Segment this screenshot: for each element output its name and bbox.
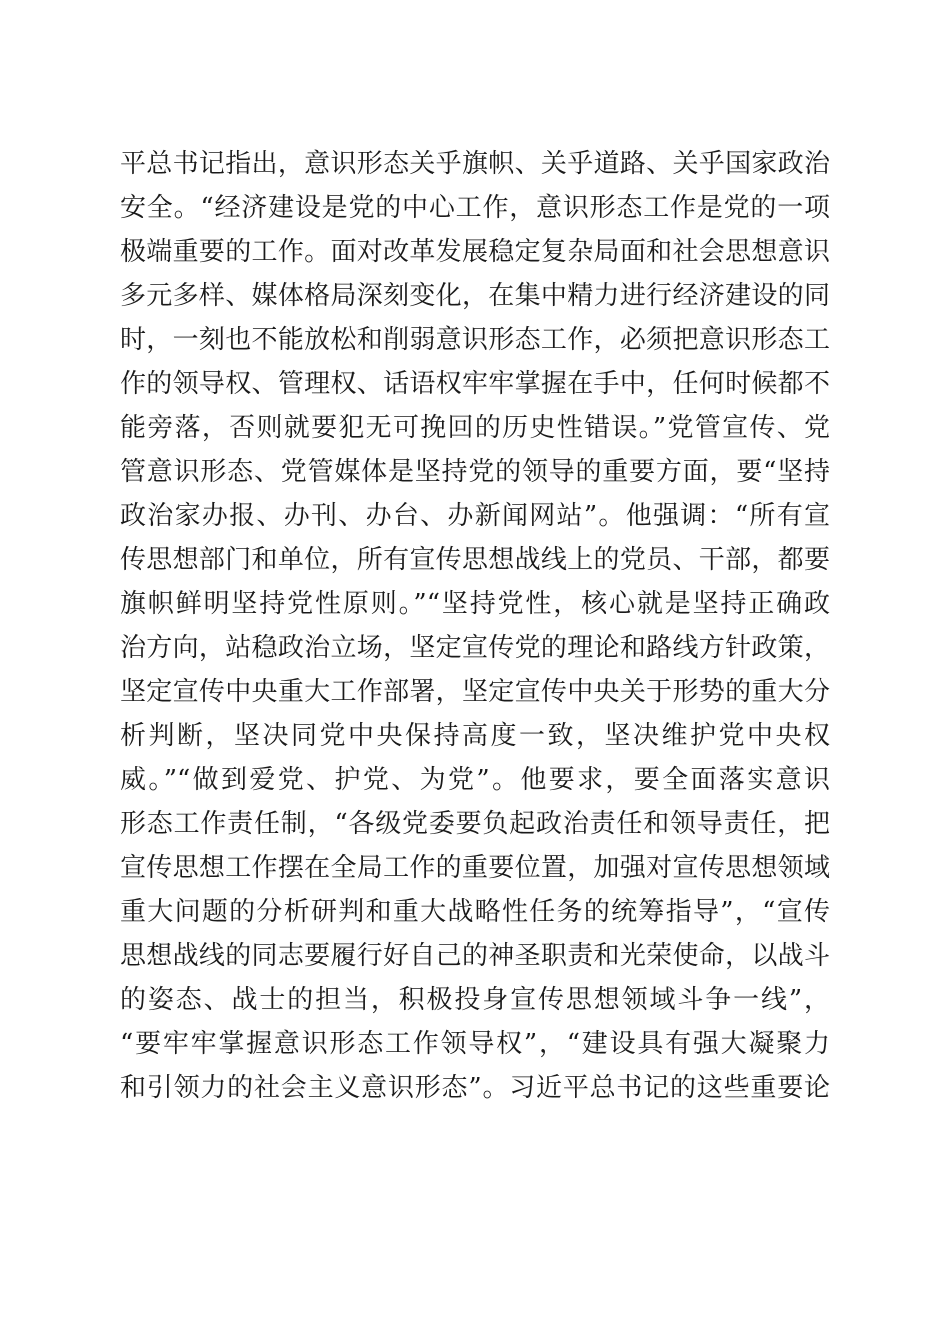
text-line: 传思想部门和单位，所有宣传思想战线上的党员、干部，都要 [120,545,830,575]
body-paragraph [120,142,830,1110]
text-line: 形态工作责任制，“各级党委要负起政治责任和领导责任，把 [120,809,830,839]
text-line: 重大问题的分析研判和重大战略性任务的统筹指导”，“宣传 [120,897,830,927]
text-line: 作的领导权、管理权、话语权牢牢掌握在手中，任何时候都不 [120,369,830,399]
text-line: 坚定宣传中央重大工作部署，坚定宣传中央关于形势的重大分 [120,677,830,707]
text-line: 宣传思想工作摆在全局工作的重要位置，加强对宣传思想领域 [120,853,830,883]
text-line: 管意识形态、党管媒体是坚持党的领导的重要方面，要“坚持 [120,457,830,487]
text-line: 时，一刻也不能放松和削弱意识形态工作，必须把意识形态工 [120,325,830,355]
text-line: 平总书记指出，意识形态关乎旗帜、关乎道路、关乎国家政治 [120,149,830,179]
text-line: 旗帜鲜明坚持党性原则。”“坚持党性，核心就是坚持正确政 [120,589,830,619]
text-line: 思想战线的同志要履行好自己的神圣职责和光荣使命，以战斗 [120,941,830,971]
text-line: 析判断，坚决同党中央保持高度一致，坚决维护党中央权 [120,721,830,751]
text-line: 极端重要的工作。面对改革发展稳定复杂局面和社会思想意识 [120,237,830,267]
text-line: 威。”“做到爱党、护党、为党”。他要求，要全面落实意识 [120,765,830,795]
text-line: 安全。“经济建设是党的中心工作，意识形态工作是党的一项 [120,193,830,223]
text-line: “要牢牢掌握意识形态工作领导权”，“建设具有强大凝聚力 [120,1029,830,1059]
text-line: 多元多样、媒体格局深刻变化，在集中精力进行经济建设的同 [120,281,830,311]
text-line: 治方向，站稳政治立场，坚定宣传党的理论和路线方针政策， [120,633,830,663]
text-line: 政治家办报、办刊、办台、办新闻网站”。他强调：“所有宣 [120,501,830,531]
text-line: 的姿态、战士的担当，积极投身宣传思想领域斗争一线”， [120,985,830,1015]
text-line: 和引领力的社会主义意识形态”。习近平总书记的这些重要论 [120,1073,830,1103]
text-line: 能旁落，否则就要犯无可挽回的历史性错误。”党管宣传、党 [120,413,830,443]
